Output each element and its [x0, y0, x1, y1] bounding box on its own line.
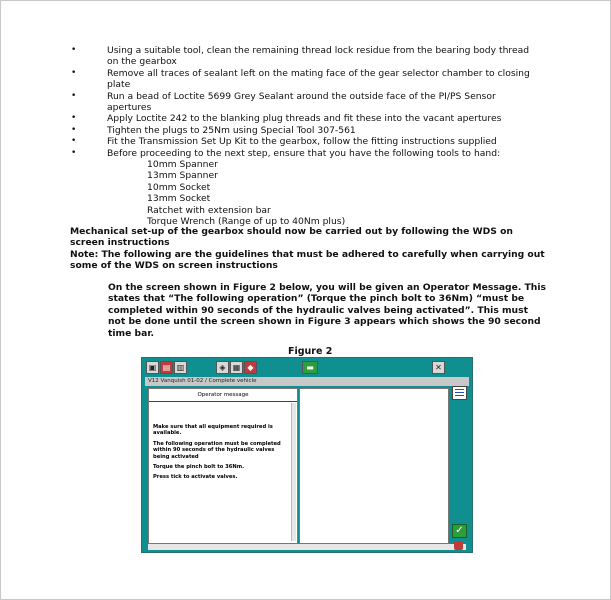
operator-message — [153, 424, 281, 485]
status-strip — [148, 544, 466, 550]
figure-caption: Figure 2 — [288, 346, 333, 357]
list-item — [71, 136, 541, 147]
list-item — [71, 91, 541, 114]
blank-panel — [299, 388, 449, 544]
tick-icon: ✓ — [452, 524, 467, 538]
car-icon: ◆ — [244, 361, 257, 374]
message-line: Torque the pinch bolt to 36Nm. — [153, 464, 245, 471]
list-item — [71, 68, 541, 91]
bullet-symbol: • — [71, 113, 77, 124]
exit-icon: ✕ — [432, 361, 445, 374]
lock-icon — [454, 541, 463, 550]
operator-message-panel — [148, 388, 298, 544]
list-item-text: Using a suitable tool, clean the remaining thread lock residue from the bearing body thread on the gearbox — [107, 45, 530, 68]
tools-icon: ▤ — [160, 361, 173, 374]
list-item-text: Apply Loctite 242 to the blanking plug threads and fit these into the vacant apertures — [107, 113, 502, 125]
tool-list — [107, 159, 541, 227]
panel-header: Operator message — [149, 389, 297, 402]
tool-item: 13mm Socket — [147, 193, 211, 205]
list-item — [71, 125, 541, 136]
list-item — [71, 113, 541, 124]
bullet-symbol: • — [71, 124, 77, 135]
note-line: Note: The following are the guidelines that must be adhered to carefully when carrying out some of the WDS on screen instructions — [70, 248, 545, 272]
bullet-symbol: • — [71, 45, 77, 55]
print-icon: ▦ — [230, 361, 243, 374]
message-line: Press tick to activate valves. — [153, 474, 238, 481]
list-item-text: Run a bead of Loctite 5699 Grey Sealant around the outside face of the PI/PS Sensor apertures — [107, 90, 496, 114]
mechanical-line: Mechanical set-up of the gearbox should now be carried out by following the WDS on screen instructions — [70, 226, 513, 249]
list-item-text: Fit the Transmission Set Up Kit to the gearbox, follow the fitting instructions supplied — [107, 136, 497, 148]
message-line: Make sure that all equipment required is available. — [153, 424, 273, 437]
status-icon: ▬ — [302, 361, 318, 374]
list-icon — [452, 386, 467, 400]
bullet-symbol: • — [71, 90, 77, 101]
breadcrumb: V12 Vanquish 01-02 / Complete vehicle — [145, 377, 469, 386]
message-line: The following operation must be completed within 90 seconds of the hydraulic valves being activated — [153, 440, 281, 460]
list-item-text: Before proceeding to the next step, ensure that you have the following tools to hand: — [107, 147, 501, 159]
instruction-list — [71, 45, 541, 228]
bullet-symbol: • — [71, 67, 77, 78]
tool-item: 10mm Socket — [147, 181, 211, 193]
figure-description-paragraph: On the screen shown in Figure 2 below, you will be given an Operator Message. This states that “The following operation” (Torque the pinch bolt to 36Nm) “must be completed within 90 seconds of the hydraulic valves being activated”. This must not be done until the screen shown in Figure 3 appears which shows the 90 second time bar. — [108, 282, 546, 339]
list-item-text: Remove all traces of sealant left on the mating face of the gear selector chamber to closing plate — [107, 67, 530, 91]
tool-item: 10mm Spanner — [147, 159, 218, 171]
list-item-text: Tighten the plugs to 25Nm using Special Tool 307-561 — [107, 124, 356, 136]
list-item — [71, 45, 541, 68]
settings-icon: ◈ — [216, 361, 229, 374]
tool-item: Ratchet with extension bar — [147, 204, 271, 216]
bullet-symbol: • — [71, 147, 77, 158]
figure-screenshot — [141, 357, 473, 553]
bullet-symbol: • — [71, 136, 77, 147]
tool-item: 13mm Spanner — [147, 170, 218, 182]
vehicle-icon: ▣ — [146, 361, 159, 374]
tool-item: Torque Wrench (Range of up to 40Nm plus) — [147, 216, 346, 228]
scrollbar — [291, 403, 296, 541]
toolbar — [144, 360, 470, 376]
database-icon: ▥ — [174, 361, 187, 374]
mechanical-setup-text — [70, 226, 550, 272]
list-item — [71, 148, 541, 228]
